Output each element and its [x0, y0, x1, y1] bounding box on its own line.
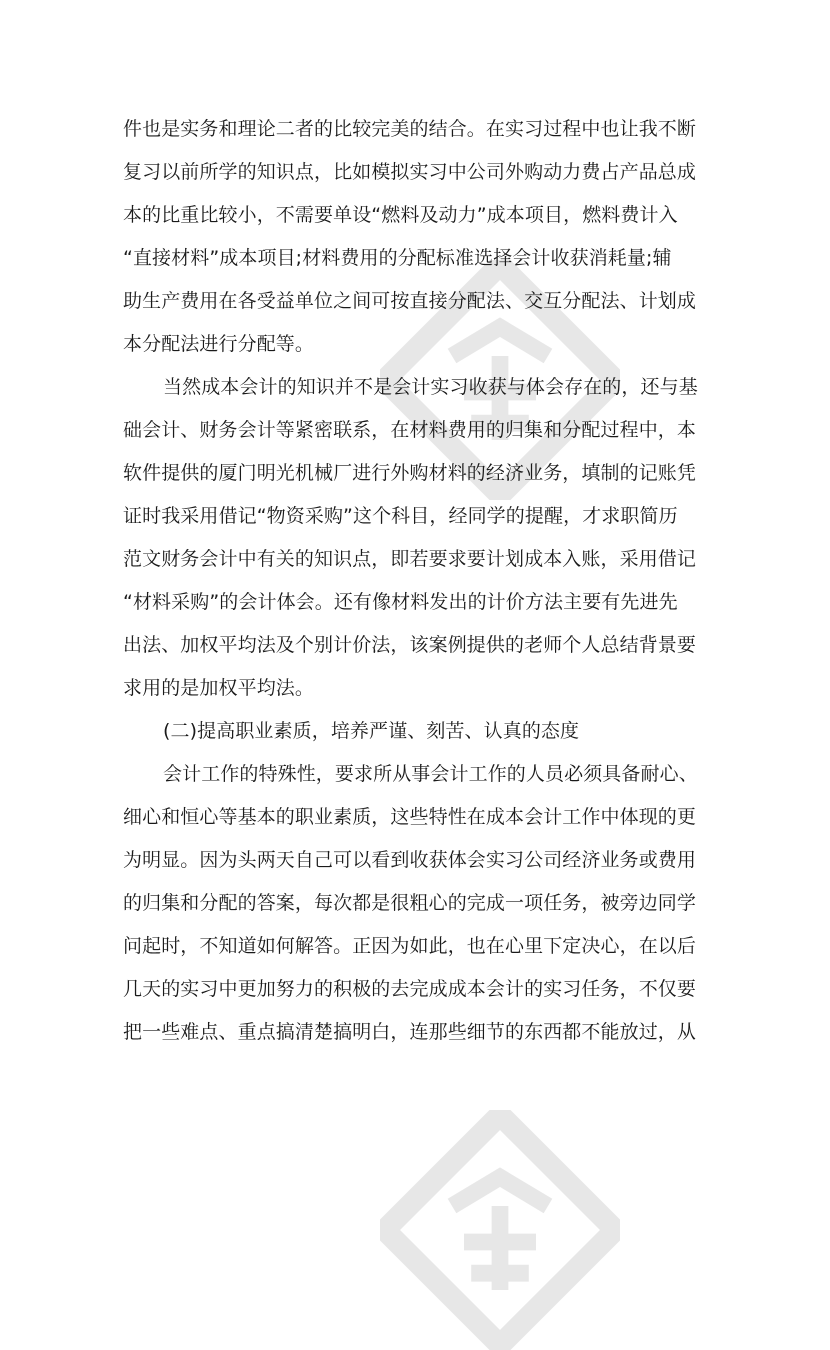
paragraph-2-line: 求用的是加权平均法。: [123, 677, 315, 699]
paragraph-3-line: 的归集和分配的答案，每次都是很粗心的完成一项任务，被旁边同学: [123, 892, 697, 914]
paragraph-2-line: 出法、加权平均法及个别计价法，该案例提供的老师个人总结背景要: [123, 634, 697, 656]
paragraph-1-line: 件也是实务和理论二者的比较完美的结合。在实习过程中也让我不断: [123, 118, 697, 140]
paragraph-3-line: 细心和恒心等基本的职业素质，这些特性在成本会计工作中体现的更: [123, 806, 697, 828]
paragraph-1-line: 本的比重比较小，不需要单设“燃料及动力”成本项目，燃料费计入: [123, 204, 678, 226]
paragraph-2-line: “材料采购”的会计体会。还有像材料发出的计价方法主要有先进先: [123, 591, 678, 613]
paragraph-3-line: 为明显。因为头两天自己可以看到收获体会实习公司经济业务或费用: [123, 849, 697, 871]
paragraph-1-line: 助生产费用在各受益单位之间可按直接分配法、交互分配法、计划成: [123, 290, 697, 312]
paragraph-3-line: 几天的实习中更加努力的积极的去完成成本会计的实习任务，不仅要: [123, 978, 697, 1000]
paragraph-2-line: 软件提供的厦门明光机械厂进行外购材料的经济业务，填制的记账凭: [123, 462, 697, 484]
section-heading: (二)提高职业素质，培养严谨、刻苦、认真的态度: [163, 720, 580, 742]
paragraph-3-line: 把一些难点、重点搞清楚搞明白，连那些细节的东西都不能放过，从: [123, 1021, 697, 1043]
paragraph-2-line: 范文财务会计中有关的知识点，即若要求要计划成本入账，采用借记: [123, 548, 697, 570]
watermark-logo-icon: [380, 1110, 620, 1350]
paragraph-3-line: 会计工作的特殊性，要求所从事会计工作的人员必须具备耐心、: [163, 763, 698, 785]
paragraph-2-line: 当然成本会计的知识并不是会计实习收获与体会存在的，还与基: [163, 376, 698, 398]
paragraph-3-line: 问起时，不知道如何解答。正因为如此，也在心里下定决心，在以后: [123, 935, 697, 957]
paragraph-2-line: 础会计、财务会计等紧密联系，在材料费用的归集和分配过程中，本: [123, 419, 697, 441]
paragraph-2-line: 证时我采用借记“物资采购”这个科目，经同学的提醒，才求职简历: [123, 505, 678, 527]
paragraph-1-line: 复习以前所学的知识点，比如模拟实习中公司外购动力费占产品总成: [123, 161, 697, 183]
paragraph-1-line: “直接材料”成本项目;材料费用的分配标准选择会计收获消耗量;辅: [123, 247, 672, 269]
paragraph-1-line: 本分配法进行分配等。: [123, 333, 315, 355]
